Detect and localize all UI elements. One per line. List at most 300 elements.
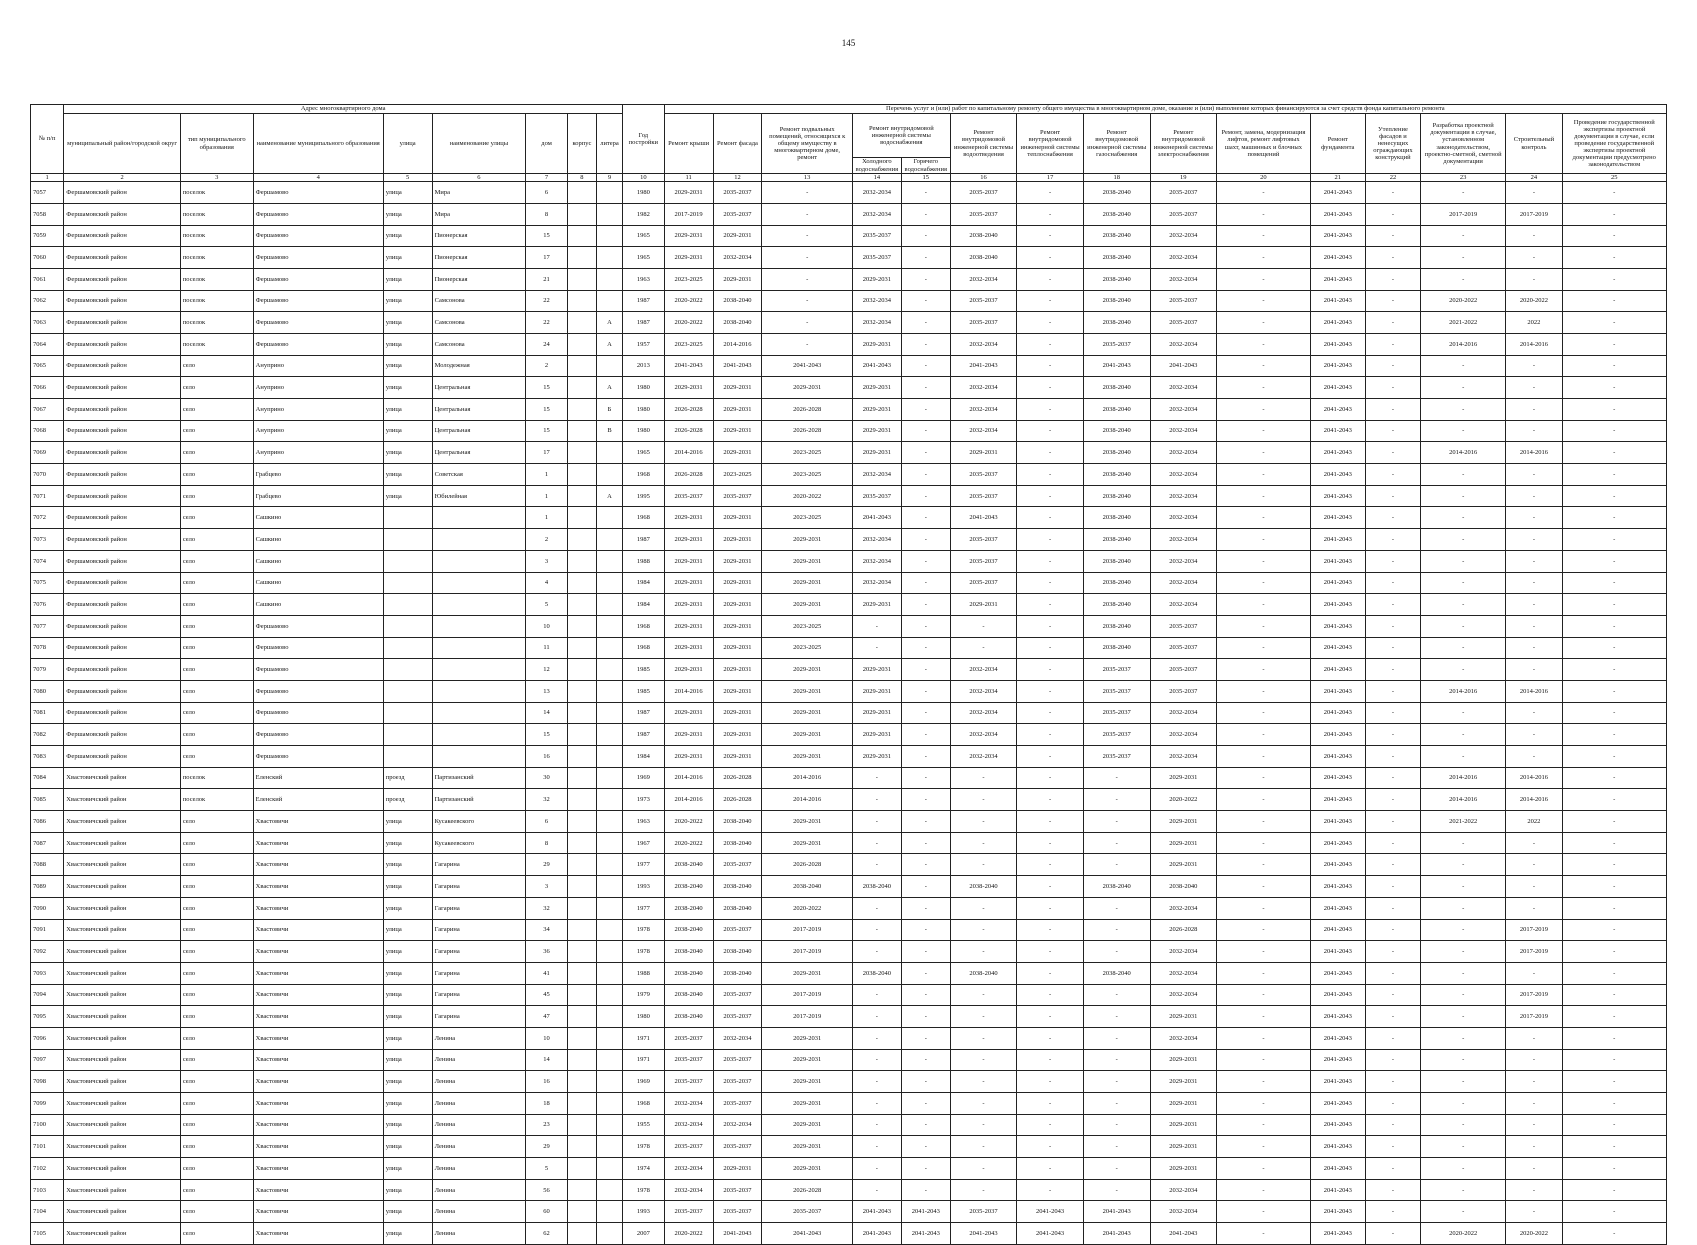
table-cell: Фершамовский район — [64, 507, 181, 529]
table-cell: 8 — [526, 832, 568, 854]
table-cell: 2035-2037 — [1150, 290, 1217, 312]
table-cell: 2022 — [1506, 811, 1562, 833]
table-cell — [432, 702, 526, 724]
table-cell: - — [1421, 659, 1506, 681]
table-cell: 2038-2040 — [1083, 550, 1150, 572]
table-cell: - — [1365, 746, 1420, 768]
table-cell: Ануприно — [253, 420, 383, 442]
table-cell: 2032-2034 — [713, 247, 762, 269]
table-cell: - — [1083, 789, 1150, 811]
table-cell: 2035-2037 — [664, 1049, 713, 1071]
table-cell — [596, 1201, 622, 1223]
table-cell: Хвастовичи — [253, 1006, 383, 1028]
table-cell: 2032-2034 — [664, 1114, 713, 1136]
table-cell: 7103 — [31, 1179, 64, 1201]
table-cell: 2020-2022 — [1150, 789, 1217, 811]
table-cell: 2038-2040 — [1083, 876, 1150, 898]
table-cell: 2041-2043 — [1310, 485, 1365, 507]
table-cell: - — [1083, 1136, 1150, 1158]
table-cell: - — [1365, 442, 1420, 464]
table-cell: - — [950, 984, 1017, 1006]
table-cell: Хвастовичи — [253, 1223, 383, 1245]
table-cell — [567, 919, 596, 941]
table-cell: - — [1365, 637, 1420, 659]
table-cell: 2038-2040 — [1083, 442, 1150, 464]
table-row — [31, 1027, 1667, 1049]
table-row — [31, 507, 1667, 529]
table-row — [31, 1136, 1667, 1158]
table-cell: 2035-2037 — [1083, 746, 1150, 768]
table-cell — [596, 1093, 622, 1115]
table-cell: 2035-2037 — [1150, 637, 1217, 659]
table-cell: 2032-2034 — [852, 203, 901, 225]
table-cell: - — [852, 1114, 901, 1136]
table-cell: 2035-2037 — [950, 203, 1017, 225]
table-cell: Хвастовичи — [253, 832, 383, 854]
table-cell: 2041-2043 — [1017, 1201, 1084, 1223]
table-cell: - — [1365, 1223, 1420, 1245]
table-cell — [567, 572, 596, 594]
table-cell: Ануприно — [253, 399, 383, 421]
table-cell: - — [950, 832, 1017, 854]
table-cell — [567, 225, 596, 247]
table-cell: - — [950, 1071, 1017, 1093]
table-cell: 2041-2043 — [1310, 897, 1365, 919]
table-cell: - — [1421, 832, 1506, 854]
table-cell: - — [1365, 767, 1420, 789]
table-cell: - — [1017, 333, 1084, 355]
table-cell: 2014-2016 — [1506, 442, 1562, 464]
table-cell: 17 — [526, 442, 568, 464]
table-cell — [596, 897, 622, 919]
table-cell: - — [1365, 1201, 1420, 1223]
table-cell: - — [1365, 247, 1420, 269]
table-cell: - — [762, 182, 853, 204]
table-cell: - — [1083, 897, 1150, 919]
table-cell: Хвастовичский район — [64, 1071, 181, 1093]
table-cell: 2014-2016 — [1421, 767, 1506, 789]
column-number: 15 — [901, 174, 950, 182]
table-cell: - — [1421, 594, 1506, 616]
table-cell: 1979 — [623, 984, 665, 1006]
table-cell — [596, 962, 622, 984]
table-cell: - — [950, 854, 1017, 876]
table-cell: 7066 — [31, 377, 64, 399]
table-cell: 7079 — [31, 659, 64, 681]
table-cell: 2041-2043 — [1310, 962, 1365, 984]
table-cell: 7059 — [31, 225, 64, 247]
table-cell: улица — [383, 1179, 432, 1201]
table-cell: - — [901, 529, 950, 551]
table-cell: - — [1083, 941, 1150, 963]
column-number: 18 — [1083, 174, 1150, 182]
table-cell: 7075 — [31, 572, 64, 594]
table-cell: - — [1017, 572, 1084, 594]
table-cell: 13 — [526, 680, 568, 702]
table-cell: - — [1506, 615, 1562, 637]
table-cell: - — [901, 1136, 950, 1158]
table-cell: 7105 — [31, 1223, 64, 1245]
table-cell: 4 — [526, 572, 568, 594]
table-cell: - — [1421, 1093, 1506, 1115]
table-cell: - — [1365, 854, 1420, 876]
table-cell: 21 — [526, 268, 568, 290]
table-cell: - — [1421, 399, 1506, 421]
table-cell: Пионерская — [432, 247, 526, 269]
table-cell: 2038-2040 — [713, 876, 762, 898]
table-cell: 1968 — [623, 637, 665, 659]
col-header-design-docs: Разработка проектной документации в случае, установленном законодательством, проектно-сметной, сметной документации — [1421, 114, 1506, 174]
table-cell: 2041-2043 — [1310, 399, 1365, 421]
table-cell: 1973 — [623, 789, 665, 811]
table-cell: Гагарина — [432, 941, 526, 963]
table-cell: Кусакеевского — [432, 832, 526, 854]
table-cell: 2032-2034 — [852, 550, 901, 572]
table-cell: Хвастовичи — [253, 1201, 383, 1223]
table-cell: 2032-2034 — [664, 1093, 713, 1115]
table-cell: 2041-2043 — [852, 507, 901, 529]
table-cell: - — [852, 1136, 901, 1158]
table-cell: 2035-2037 — [1150, 680, 1217, 702]
table-cell: - — [1421, 1049, 1506, 1071]
table-cell: - — [901, 1049, 950, 1071]
table-row — [31, 637, 1667, 659]
table-cell: Фершамово — [253, 203, 383, 225]
table-cell: 2038-2040 — [713, 811, 762, 833]
table-cell: - — [1562, 659, 1666, 681]
table-cell: Партизанский — [432, 789, 526, 811]
table-cell: 8 — [526, 203, 568, 225]
table-cell: Еленский — [253, 767, 383, 789]
table-cell: 2029-2031 — [1150, 811, 1217, 833]
table-cell: 2032-2034 — [950, 420, 1017, 442]
table-cell: - — [1217, 399, 1311, 421]
table-cell: - — [1083, 919, 1150, 941]
table-cell: село — [180, 1223, 253, 1245]
table-cell — [567, 1093, 596, 1115]
table-cell: 14 — [526, 702, 568, 724]
table-cell: Фершамовский район — [64, 355, 181, 377]
table-cell: А — [596, 377, 622, 399]
table-cell: - — [1562, 1071, 1666, 1093]
table-cell: село — [180, 897, 253, 919]
table-cell: 2038-2040 — [713, 941, 762, 963]
table-cell: 2014-2016 — [1506, 767, 1562, 789]
table-cell: Сашкино — [253, 529, 383, 551]
table-cell: - — [1365, 182, 1420, 204]
table-cell: 2032-2034 — [1150, 377, 1217, 399]
table-cell: 2029-2031 — [664, 507, 713, 529]
table-cell: 2038-2040 — [1083, 420, 1150, 442]
table-cell: - — [1421, 464, 1506, 486]
table-cell: 2035-2037 — [1150, 203, 1217, 225]
table-cell: 2041-2043 — [1310, 811, 1365, 833]
table-cell: Фершамовский район — [64, 615, 181, 637]
table-cell: 14 — [526, 1049, 568, 1071]
table-cell: 24 — [526, 333, 568, 355]
column-number: 7 — [526, 174, 568, 182]
table-cell: Фершамовский район — [64, 247, 181, 269]
table-cell: село — [180, 637, 253, 659]
table-cell: 1955 — [623, 1114, 665, 1136]
table-cell: - — [1217, 746, 1311, 768]
table-cell: Фершамовский район — [64, 529, 181, 551]
table-cell: 2017-2019 — [664, 203, 713, 225]
table-cell: - — [901, 464, 950, 486]
table-cell: 2017-2019 — [1506, 1006, 1562, 1028]
table-cell: - — [1562, 702, 1666, 724]
table-cell: - — [1562, 290, 1666, 312]
table-cell: 2035-2037 — [1083, 333, 1150, 355]
table-cell: - — [852, 941, 901, 963]
table-cell: Хвастовичи — [253, 1179, 383, 1201]
table-cell: Фершамово — [253, 659, 383, 681]
table-cell — [596, 637, 622, 659]
table-cell: 7082 — [31, 724, 64, 746]
table-cell: 2041-2043 — [1310, 832, 1365, 854]
table-cell: - — [1217, 1049, 1311, 1071]
table-cell: 2029-2031 — [950, 442, 1017, 464]
table-cell: 7058 — [31, 203, 64, 225]
table-cell: - — [1217, 507, 1311, 529]
table-cell: - — [1506, 1158, 1562, 1180]
table-cell: Хвастовичский район — [64, 897, 181, 919]
table-cell: село — [180, 1049, 253, 1071]
table-cell: - — [1365, 1093, 1420, 1115]
table-cell: 2038-2040 — [1083, 962, 1150, 984]
table-cell: - — [1562, 247, 1666, 269]
table-cell: 2029-2031 — [1150, 1136, 1217, 1158]
table-cell: 2035-2037 — [713, 1179, 762, 1201]
table-cell: - — [1506, 746, 1562, 768]
table-cell: 2041-2043 — [1083, 1223, 1150, 1245]
table-cell: 2035-2037 — [1083, 659, 1150, 681]
table-cell: 2014-2016 — [762, 789, 853, 811]
table-cell: - — [1217, 832, 1311, 854]
table-cell: 2035-2037 — [713, 1093, 762, 1115]
table-cell: - — [1083, 1049, 1150, 1071]
table-cell: 2035-2037 — [950, 572, 1017, 594]
table-cell: улица — [383, 1027, 432, 1049]
table-cell: А — [596, 333, 622, 355]
table-cell: 2029-2031 — [852, 442, 901, 464]
column-number: 3 — [180, 174, 253, 182]
table-cell: 2038-2040 — [664, 854, 713, 876]
table-cell: улица — [383, 919, 432, 941]
table-cell: 2032-2034 — [1150, 247, 1217, 269]
table-cell: 2029-2031 — [762, 832, 853, 854]
table-cell: - — [1365, 312, 1420, 334]
table-cell: 2038-2040 — [713, 832, 762, 854]
table-cell: - — [1421, 268, 1506, 290]
table-cell: улица — [383, 268, 432, 290]
table-cell: Фершамовский район — [64, 464, 181, 486]
table-cell: - — [1421, 550, 1506, 572]
table-cell: 34 — [526, 919, 568, 941]
table-cell: - — [1217, 1114, 1311, 1136]
table-cell: 2029-2031 — [713, 659, 762, 681]
table-cell: 1963 — [623, 811, 665, 833]
table-cell: 1987 — [623, 724, 665, 746]
table-cell: село — [180, 1027, 253, 1049]
table-cell — [432, 615, 526, 637]
table-cell: 41 — [526, 962, 568, 984]
table-cell: - — [1506, 594, 1562, 616]
table-cell: - — [1421, 941, 1506, 963]
table-cell — [567, 377, 596, 399]
table-cell: 2035-2037 — [713, 984, 762, 1006]
table-cell: улица — [383, 203, 432, 225]
table-cell: улица — [383, 333, 432, 355]
table-cell: Хвастовичский район — [64, 789, 181, 811]
table-cell: - — [901, 659, 950, 681]
col-header-roof: Ремонт крыши — [664, 114, 713, 174]
table-cell: - — [1506, 1179, 1562, 1201]
table-cell — [567, 464, 596, 486]
table-cell: Хвастовичский район — [64, 919, 181, 941]
table-cell: 1985 — [623, 659, 665, 681]
table-cell: А — [596, 485, 622, 507]
table-cell: - — [1217, 290, 1311, 312]
table-cell: - — [901, 854, 950, 876]
table-cell: - — [1365, 529, 1420, 551]
table-cell: - — [762, 333, 853, 355]
table-cell: - — [1506, 637, 1562, 659]
table-cell: - — [1217, 919, 1311, 941]
table-cell: 2029-2031 — [713, 529, 762, 551]
table-cell: 7078 — [31, 637, 64, 659]
table-cell: 2029-2031 — [762, 962, 853, 984]
table-cell: - — [950, 1049, 1017, 1071]
table-cell: 1980 — [623, 182, 665, 204]
table-cell: - — [950, 637, 1017, 659]
table-row — [31, 377, 1667, 399]
table-cell: - — [1083, 1093, 1150, 1115]
table-cell: - — [1217, 529, 1311, 551]
table-cell: - — [1562, 724, 1666, 746]
table-cell: 2014-2016 — [1506, 680, 1562, 702]
table-cell: 1969 — [623, 767, 665, 789]
table-cell: Ленина — [432, 1114, 526, 1136]
table-cell: Хвастовичи — [253, 876, 383, 898]
table-cell: - — [901, 572, 950, 594]
table-cell: - — [1217, 615, 1311, 637]
table-cell: 2026-2028 — [762, 854, 853, 876]
table-cell: 1988 — [623, 550, 665, 572]
table-cell: 45 — [526, 984, 568, 1006]
table-cell: Фершамовский район — [64, 420, 181, 442]
table-cell: 2035-2037 — [950, 529, 1017, 551]
table-cell: 2041-2043 — [1310, 1027, 1365, 1049]
table-cell: 2029-2031 — [852, 746, 901, 768]
table-cell: - — [1365, 1071, 1420, 1093]
table-cell: 2029-2031 — [852, 724, 901, 746]
table-cell — [432, 746, 526, 768]
table-cell: поселок — [180, 247, 253, 269]
table-cell: 7097 — [31, 1049, 64, 1071]
table-cell: 2029-2031 — [664, 247, 713, 269]
column-number: 11 — [664, 174, 713, 182]
table-cell: 7071 — [31, 485, 64, 507]
table-cell: - — [1217, 962, 1311, 984]
table-cell: - — [1562, 355, 1666, 377]
table-cell: - — [1017, 225, 1084, 247]
table-cell — [383, 594, 432, 616]
table-cell: - — [1562, 767, 1666, 789]
table-cell: 2026-2028 — [664, 399, 713, 421]
table-cell: 2035-2037 — [664, 1071, 713, 1093]
table-cell: 1965 — [623, 225, 665, 247]
table-cell — [596, 941, 622, 963]
table-cell: Гагарина — [432, 876, 526, 898]
table-cell: - — [950, 941, 1017, 963]
table-cell: улица — [383, 464, 432, 486]
table-cell: - — [1506, 182, 1562, 204]
table-cell: 2014-2016 — [664, 789, 713, 811]
table-cell: Пионерская — [432, 268, 526, 290]
table-cell: - — [1083, 1071, 1150, 1093]
table-cell: - — [1217, 724, 1311, 746]
table-cell: Самсонова — [432, 333, 526, 355]
table-cell: 15 — [526, 377, 568, 399]
table-cell: 2026-2028 — [762, 1179, 853, 1201]
table-cell: 1978 — [623, 1136, 665, 1158]
col-header-house: дом — [526, 114, 568, 174]
table-cell: 2029-2031 — [664, 594, 713, 616]
table-cell — [567, 789, 596, 811]
table-cell: - — [852, 919, 901, 941]
table-cell: Ленина — [432, 1179, 526, 1201]
table-cell: 1984 — [623, 594, 665, 616]
table-cell: поселок — [180, 268, 253, 290]
table-cell: - — [901, 1027, 950, 1049]
table-cell: 2041-2043 — [1310, 724, 1365, 746]
table-row — [31, 680, 1667, 702]
col-header-electric: Ремонт внутридомовой инженерной системы электроснабжения — [1150, 114, 1217, 174]
table-cell: - — [1365, 333, 1420, 355]
table-cell: - — [901, 225, 950, 247]
table-cell: 2041-2043 — [1310, 1179, 1365, 1201]
table-row — [31, 832, 1667, 854]
table-cell: 2032-2034 — [1150, 442, 1217, 464]
table-cell: Б — [596, 399, 622, 421]
table-cell: 2032-2034 — [950, 268, 1017, 290]
table-cell: - — [1562, 746, 1666, 768]
table-cell: село — [180, 529, 253, 551]
table-cell: - — [762, 290, 853, 312]
table-cell: - — [1217, 1201, 1311, 1223]
table-cell: 2038-2040 — [1083, 485, 1150, 507]
table-cell: 2038-2040 — [664, 962, 713, 984]
table-cell: улица — [383, 290, 432, 312]
table-cell: 2020-2022 — [664, 811, 713, 833]
table-cell: 7095 — [31, 1006, 64, 1028]
table-cell: село — [180, 572, 253, 594]
table-cell: - — [1017, 464, 1084, 486]
table-cell: - — [1017, 1071, 1084, 1093]
table-cell: село — [180, 377, 253, 399]
table-cell: - — [1083, 854, 1150, 876]
table-cell: - — [852, 789, 901, 811]
table-cell: - — [1562, 377, 1666, 399]
col-header-facade: Ремонт фасада — [713, 114, 762, 174]
table-cell: село — [180, 507, 253, 529]
table-cell — [567, 1027, 596, 1049]
table-cell: 2032-2034 — [1150, 225, 1217, 247]
table-cell: - — [901, 897, 950, 919]
table-cell: Ануприно — [253, 442, 383, 464]
table-cell: 3 — [526, 876, 568, 898]
